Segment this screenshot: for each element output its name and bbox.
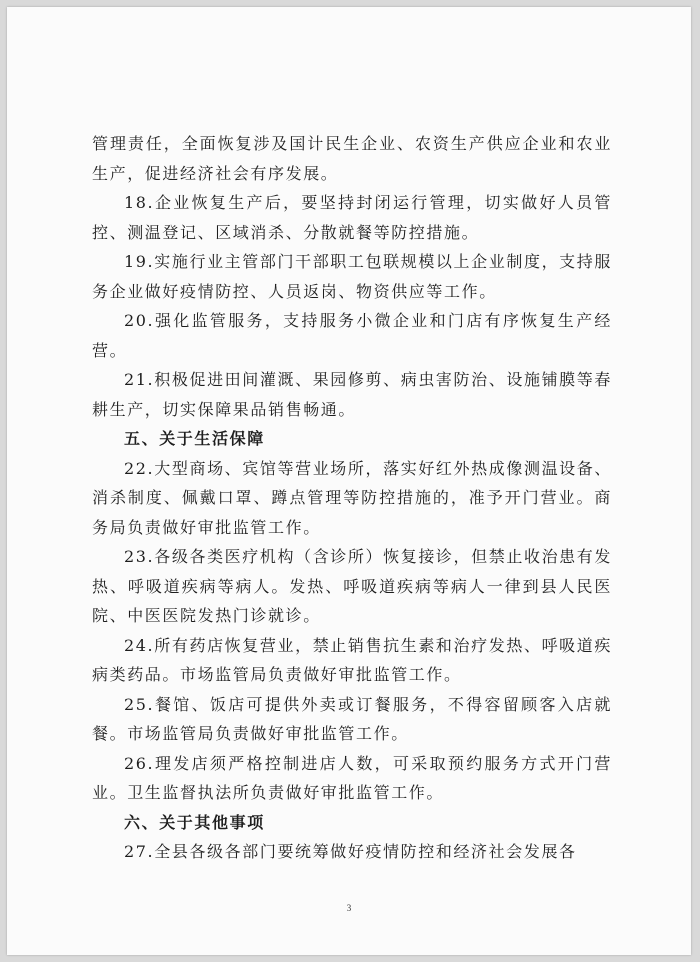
section-heading-living-security: 五、关于生活保障 xyxy=(124,429,265,448)
document-body xyxy=(92,129,612,867)
paragraph-20: 20.强化监管服务，支持服务小微企业和门店有序恢复生产经营。 xyxy=(92,311,612,360)
paragraph-25: 25.餐馆、饭店可提供外卖或订餐服务，不得容留顾客入店就餐。市场监管局负责做好审批监管工作。 xyxy=(92,694,612,743)
paragraph-18: 18.企业恢复生产后，要坚持封闭运行管理，切实做好人员管控、测温登记、区域消杀、分散就餐等防控措施。 xyxy=(92,193,612,242)
paragraph-19: 19.实施行业主管部门干部职工包联规模以上企业制度，支持服务企业做好疫情防控、人员返岗、物资供应等工作。 xyxy=(92,252,612,301)
paragraph-27: 27.全县各级各部门要统筹做好疫情防控和经济社会发展各 xyxy=(124,842,577,861)
paragraph-26: 26.理发店须严格控制进店人数，可采取预约服务方式开门营业。卫生监督执法所负责做好审批监管工作。 xyxy=(92,753,612,802)
continuation-paragraph: 管理责任，全面恢复涉及国计民生企业、农资生产供应企业和农业生产，促进经济社会有序发展。 xyxy=(92,134,612,183)
document-page xyxy=(7,7,691,955)
section-heading-other-matters: 六、关于其他事项 xyxy=(124,812,265,832)
paragraph-24: 24.所有药店恢复营业，禁止销售抗生素和治疗发热、呼吸道疾病类药品。市场监管局负责做好审批监管工作。 xyxy=(92,635,612,684)
page-number: 3 xyxy=(346,903,352,913)
paragraph-21: 21.积极促进田间灌溉、果园修剪、病虫害防治、设施铺膜等春耕生产，切实保障果品销售畅通。 xyxy=(92,370,612,419)
paragraph-23: 23.各级各类医疗机构（含诊所）恢复接诊，但禁止收治患有发热、呼吸道疾病等病人。发热、呼吸道疾病等病人一律到县人民医院、中医医院发热门诊就诊。 xyxy=(92,547,612,625)
paragraph-22: 22.大型商场、宾馆等营业场所，落实好红外热成像测温设备、消杀制度、佩戴口罩、蹲点管理等防控措施的，准予开门营业。商务局负责做好审批监管工作。 xyxy=(92,458,612,537)
